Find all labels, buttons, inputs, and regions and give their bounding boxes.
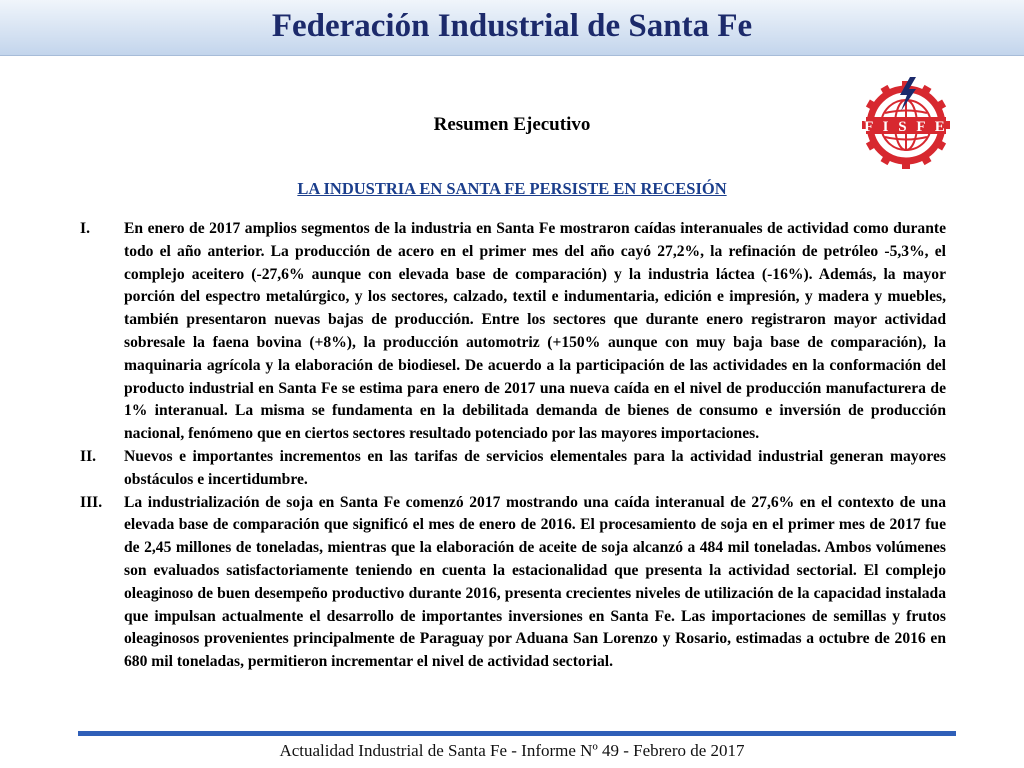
footer-text: Actualidad Industrial de Santa Fe - Informe Nº 49 - Febrero de 2017 xyxy=(279,741,745,760)
summary-item-1 xyxy=(80,218,946,446)
item-number: I. xyxy=(80,220,90,237)
document-subtitle: LA INDUSTRIA EN SANTA FE PERSISTE EN RECESIÓN xyxy=(297,179,727,198)
item-number: II. xyxy=(80,447,97,465)
item-text: La industrialización de soja en Santa Fe comenzó 2017 mostrando una caída interanual de 27,6% en el contexto de una elevada base de comparación que significó el mes de enero de 2016. El procesamiento de soja en el primer mes de 2017 fue de 2,45 millones de toneladas, mientras que la elaboración de aceite de soja alcanzó a 484 mil toneladas. Ambos volúmenes son evaluados satisfactoriamente teniendo en cuenta la estacionalidad que presenta la actividad sectorial. El complejo oleaginoso de buen desempeño productivo durante 2016, presenta crecientes niveles de utilización de la capacidad instalada que impulsan actualmente el desarrollo de importantes inversiones en Santa Fe. Las importaciones de semillas y frutos oleaginosos provenientes principalmente de Paraguay por Aduana San Lorenzo y Rosario, estimadas a octubre de 2016 en 680 mil toneladas, permitieron incrementar el nivel de actividad sectorial. xyxy=(124,493,946,671)
summary-item-2 xyxy=(80,446,946,492)
summary-item-3 xyxy=(80,492,946,674)
summary-list xyxy=(80,218,946,674)
header-band xyxy=(0,0,1024,56)
document-heading: Resumen Ejecutivo xyxy=(433,114,591,135)
item-text: Nuevos e importantes incrementos en las tarifas de servicios elementales para la actividad industrial generan mayores obstáculos e incertidumbre. xyxy=(124,447,946,488)
item-text: En enero de 2017 amplios segmentos de la industria en Santa Fe mostraron caídas interanuales de actividad como durante todo el año anterior. La producción de acero en el primer mes del año cayó 27,2%, la refinación de petróleo -5,3%, el complejo aceitero (-27,6% aunque con elevada base de comparación) y la industria láctea (-16%). Además, la mayor porción del espectro metalúrgico, y los sectores, calzado, textil e indumentaria, edición e impresión, y madera y muebles, también presentaron nuevas bajas de producción. Entre los sectores que durante enero registraron mayor actividad sobresale la faena bovina (+8%), la producción automotriz (+150% aunque con muy baja base de comparación), la maquinaria agrícola y la elaboración de biodiesel. De acuerdo a la participación de las actividades en la conformación del producto industrial en Santa Fe se estima para enero de 2017 una nueva caída en el nivel de producción manufacturera de 1% interanual. La misma se fundamenta en la debilitada demanda de bienes de consumo e inversión de producción nacional, fenómeno que en ciertos sectores resultado potenciado por las mayores importaciones. xyxy=(124,220,946,443)
item-number: III. xyxy=(80,493,103,511)
footer-divider xyxy=(78,731,956,736)
svg-text:F I S F E: F I S F E xyxy=(864,119,948,135)
header-title: Federación Industrial de Santa Fe xyxy=(271,8,753,44)
